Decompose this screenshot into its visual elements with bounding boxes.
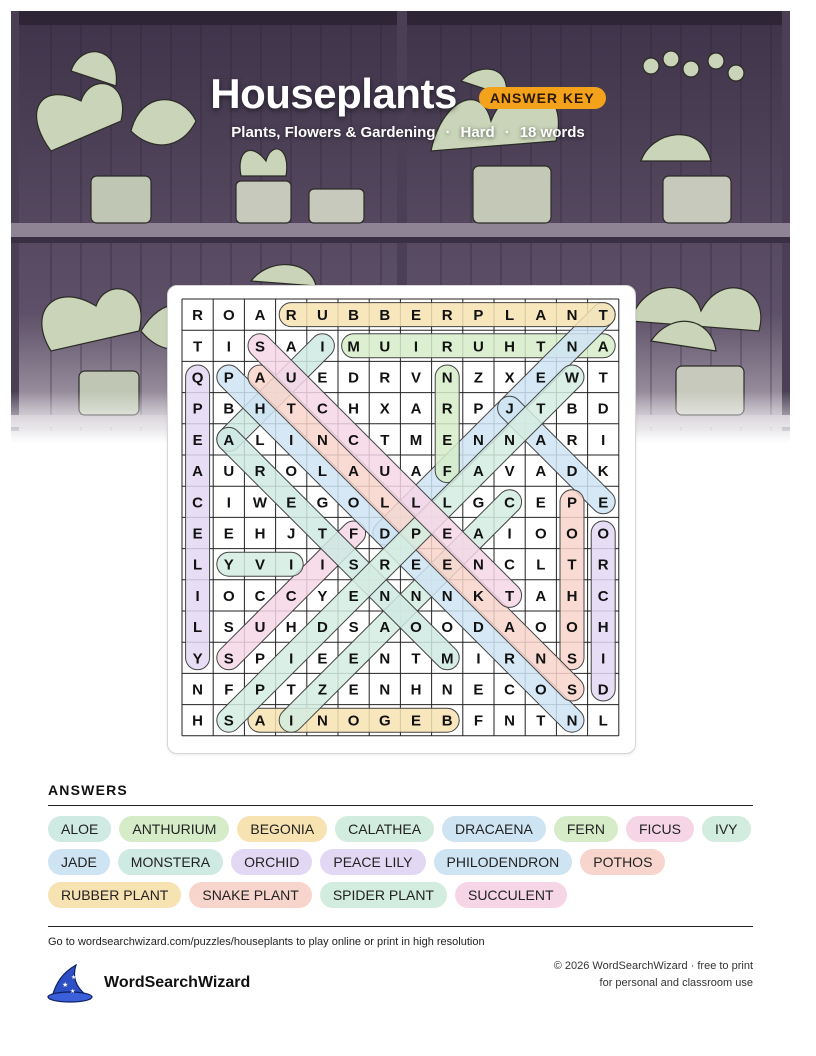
grid-letter: I — [320, 338, 325, 356]
grid-letter: S — [348, 619, 359, 637]
grid-letter: D — [566, 463, 578, 481]
grid-letter: R — [566, 431, 578, 449]
grid-letter: E — [286, 494, 297, 512]
answer-chip-monstera: MONSTERA — [118, 849, 223, 875]
separator-dot: · — [445, 124, 451, 141]
answers-divider — [48, 805, 753, 806]
grid-letter: B — [348, 307, 360, 325]
grid-letter: E — [442, 431, 453, 449]
brand[interactable] — [46, 963, 250, 1003]
grid-letter: G — [378, 712, 391, 730]
grid-letter: F — [349, 525, 359, 543]
grid-letter: I — [226, 338, 231, 356]
grid-letter: V — [504, 463, 515, 481]
grid-letter: C — [504, 681, 516, 699]
grid-letter: T — [317, 525, 327, 543]
svg-text:★: ★ — [70, 988, 76, 995]
grid-letter: T — [536, 712, 546, 730]
grid-letter: K — [597, 463, 609, 481]
grid-letter: N — [379, 587, 391, 605]
grid-letter: G — [316, 494, 329, 512]
grid-letter: E — [442, 556, 453, 574]
grid-letter: T — [598, 307, 608, 325]
grid-letter: C — [504, 494, 516, 512]
grid-letter: L — [380, 494, 390, 512]
grid-letter: N — [566, 338, 578, 356]
grid-letter: L — [193, 556, 203, 574]
grid-letter: C — [192, 494, 204, 512]
grid-letter: O — [222, 587, 235, 605]
word-count-label: 18 words — [519, 124, 585, 141]
grid-letter: L — [255, 431, 265, 449]
grid-letter: N — [316, 712, 328, 730]
answer-chip-rubber-plant: RUBBER PLANT — [48, 882, 181, 908]
grid-letter: A — [254, 307, 266, 325]
grid-letter: V — [254, 556, 266, 574]
grid-letter: E — [473, 681, 484, 699]
grid-letter: W — [564, 369, 580, 387]
grid-letter: A — [410, 463, 422, 481]
grid-letter: A — [535, 463, 547, 481]
grid-letter: A — [285, 338, 297, 356]
grid-letter: L — [505, 307, 515, 325]
footer-link-text[interactable]: Go to wordsearchwizard.com/puzzles/houseplants to play online or print in high resolution — [48, 936, 485, 948]
grid-letter: H — [504, 338, 516, 356]
wizard-hat-icon — [46, 963, 94, 1003]
grid-letter: R — [379, 556, 391, 574]
answers-section — [48, 782, 753, 908]
grid-letter: J — [505, 400, 514, 418]
grid-letter: N — [504, 712, 516, 730]
answer-chip-fern: FERN — [554, 816, 618, 842]
grid-letter: V — [410, 369, 422, 387]
answer-chip-begonia: BEGONIA — [237, 816, 327, 842]
grid-letter: A — [472, 463, 484, 481]
grid-letter: F — [224, 681, 234, 699]
grid-letter: I — [601, 650, 606, 668]
grid-letter: A — [535, 431, 547, 449]
grid-letter: T — [536, 338, 546, 356]
grid-letter: M — [440, 650, 454, 668]
grid-letter: U — [254, 619, 266, 637]
svg-text:★: ★ — [71, 974, 77, 981]
grid-letter: T — [286, 681, 296, 699]
grid-letter: A — [504, 619, 516, 637]
grid-letter: P — [473, 400, 484, 418]
grid-letter: P — [223, 369, 234, 387]
copyright-text: © 2026 WordSearchWizard · free to print for personal and classroom use — [553, 960, 753, 989]
grid-letter: I — [195, 587, 200, 605]
answers-list — [48, 816, 753, 908]
grid-letter: I — [413, 338, 419, 356]
grid-letter: I — [601, 431, 606, 449]
grid-letter: H — [410, 681, 422, 699]
grid-letter: C — [254, 587, 266, 605]
grid-letter: N — [566, 712, 578, 730]
grid-letter: N — [472, 556, 484, 574]
grid-letter: R — [379, 369, 391, 387]
grid-letter: A — [472, 525, 484, 543]
grid-letter: H — [285, 619, 297, 637]
grid-letter: I — [320, 556, 325, 574]
answer-chip-jade: JADE — [48, 849, 110, 875]
answer-chip-anthurium: ANTHURIUM — [119, 816, 229, 842]
grid-letter: Y — [223, 556, 234, 574]
grid-letter: E — [317, 369, 328, 387]
answer-chip-pothos: POTHOS — [580, 849, 665, 875]
grid-letter: I — [476, 650, 481, 668]
grid-letter: I — [289, 712, 294, 730]
grid-letter: A — [410, 400, 422, 418]
svg-text:★: ★ — [62, 981, 69, 989]
grid-letter: T — [536, 400, 546, 418]
grid-letter: N — [379, 681, 391, 699]
grid-letter: A — [254, 369, 266, 387]
grid-letter: U — [223, 463, 235, 481]
grid-letter: O — [347, 494, 360, 512]
grid-letter: U — [379, 463, 391, 481]
grid-letter: R — [441, 400, 453, 418]
grid-letter: O — [410, 619, 422, 637]
grid-letter: S — [566, 681, 578, 699]
answer-chip-philodendron: PHILODENDRON — [434, 849, 573, 875]
grid-letter: T — [380, 431, 390, 449]
grid-letter: F — [473, 712, 483, 730]
grid-letter: Y — [192, 650, 203, 668]
grid-letter: G — [472, 494, 485, 512]
grid-letter: E — [442, 525, 453, 543]
grid-letter: N — [566, 307, 578, 325]
grid-letter: Z — [317, 681, 327, 699]
grid-letter: E — [348, 650, 359, 668]
grid-letter: A — [379, 619, 391, 637]
grid-letter: L — [442, 494, 452, 512]
grid-letter: N — [441, 681, 453, 699]
brand-name: WordSearchWizard — [104, 974, 251, 991]
puzzle-subtitle — [0, 124, 816, 141]
grid-letter: Z — [473, 369, 483, 387]
title-row — [0, 70, 816, 118]
grid-letter: R — [441, 338, 453, 356]
grid-letter: R — [441, 307, 453, 325]
grid-letter: R — [504, 650, 516, 668]
grid-letter: A — [597, 338, 609, 356]
grid-letter: O — [534, 619, 547, 637]
grid-letter: F — [442, 463, 452, 481]
grid-letter: E — [598, 494, 609, 512]
grid-letter: W — [252, 494, 268, 512]
grid-letter: C — [316, 400, 328, 418]
grid-letter: R — [254, 463, 266, 481]
grid-letter: X — [379, 400, 390, 418]
grid-letter: N — [379, 650, 391, 668]
grid-letter: C — [348, 431, 360, 449]
separator-dot: · — [504, 124, 510, 141]
grid-letter: I — [289, 650, 294, 668]
grid-letter: T — [598, 369, 608, 387]
grid-letter: D — [348, 369, 360, 387]
grid-letter: O — [534, 681, 547, 699]
grid-letter: D — [597, 681, 609, 699]
grid-letter: U — [285, 369, 297, 387]
grid-letter: L — [598, 712, 608, 730]
grid-letter: D — [379, 525, 391, 543]
word-search-grid-card — [167, 285, 636, 754]
grid-letter: E — [410, 307, 422, 325]
grid-letter: C — [597, 587, 609, 605]
grid-letter: N — [410, 587, 422, 605]
grid-letter: Y — [317, 587, 328, 605]
difficulty-label: Hard — [460, 124, 495, 141]
grid-letter: E — [535, 369, 546, 387]
answers-heading: ANSWERS — [48, 782, 128, 798]
grid-letter: O — [534, 525, 547, 543]
grid-letter: N — [316, 431, 328, 449]
grid-letter: R — [285, 307, 297, 325]
highlight-pothos — [560, 490, 584, 670]
grid-letter: P — [254, 681, 266, 699]
grid-letter: T — [505, 587, 515, 605]
grid-letter: B — [566, 400, 578, 418]
grid-letter: H — [597, 619, 609, 637]
grid-letter: B — [223, 400, 235, 418]
grid-letter: S — [223, 712, 234, 730]
grid-letter: R — [597, 556, 609, 574]
grid-letter: L — [317, 463, 327, 481]
grid-letter: N — [441, 587, 453, 605]
grid-letter: A — [254, 712, 266, 730]
grid-letter: P — [566, 494, 578, 512]
grid-letter: D — [472, 619, 484, 637]
grid-letter: O — [441, 619, 454, 637]
grid-letter: B — [379, 307, 391, 325]
grid-letter: M — [409, 431, 423, 449]
grid-letter: P — [254, 650, 266, 668]
grid-letter: S — [223, 619, 234, 637]
answer-chip-orchid: ORCHID — [231, 849, 312, 875]
grid-letter: S — [254, 338, 266, 356]
grid-letter: O — [566, 525, 578, 543]
grid-letter: E — [192, 431, 203, 449]
answer-chip-ficus: FICUS — [626, 816, 694, 842]
answer-chip-succulent: SUCCULENT — [455, 882, 567, 908]
grid-letter: L — [536, 556, 546, 574]
grid-letter: L — [193, 619, 203, 637]
grid-letter: N — [535, 650, 547, 668]
grid-letter: E — [223, 525, 234, 543]
grid-letter: H — [566, 587, 578, 605]
grid-letter: I — [289, 431, 294, 449]
grid-letter: O — [347, 712, 360, 730]
grid-letter: J — [287, 525, 296, 543]
grid-letter: U — [472, 338, 484, 356]
grid-letter: A — [535, 307, 547, 325]
grid-letter: P — [192, 400, 203, 418]
word-search-grid — [168, 286, 635, 753]
grid-letter: O — [285, 463, 298, 481]
answer-key-badge: ANSWER KEY — [479, 87, 606, 109]
grid-letter: D — [316, 619, 328, 637]
grid-letter: E — [410, 712, 422, 730]
answer-chip-peace-lily: PEACE LILY — [320, 849, 425, 875]
grid-letter: N — [504, 431, 516, 449]
grid-letter: H — [348, 400, 360, 418]
grid-letter: I — [226, 494, 231, 512]
grid-letter: K — [472, 587, 484, 605]
grid-letter: H — [192, 712, 204, 730]
grid-letter: L — [411, 494, 421, 512]
grid-letter: N — [472, 431, 484, 449]
grid-letter: A — [348, 463, 360, 481]
grid-letter: O — [597, 525, 610, 543]
highlight-orchid — [591, 521, 615, 701]
grid-letter: R — [192, 307, 204, 325]
grid-letter: E — [317, 650, 328, 668]
grid-letter: N — [192, 681, 204, 699]
answer-chip-spider-plant: SPIDER PLANT — [320, 882, 447, 908]
category-label: Plants, Flowers & Gardening — [231, 124, 436, 141]
title-block — [0, 70, 816, 141]
answer-chip-ivy: IVY — [702, 816, 751, 842]
grid-letter: S — [223, 650, 234, 668]
grid-letter: P — [410, 525, 422, 543]
grid-letter: E — [410, 556, 422, 574]
grid-letter: U — [379, 338, 391, 356]
grid-letter: E — [348, 681, 359, 699]
grid-letter: B — [441, 712, 453, 730]
grid-letter: S — [566, 650, 578, 668]
grid-letter: T — [567, 556, 577, 574]
grid-letter: P — [473, 307, 484, 325]
grid-letter: H — [254, 400, 266, 418]
grid-letter: C — [285, 587, 297, 605]
grid-letter: H — [254, 525, 266, 543]
grid-letter: O — [566, 619, 578, 637]
grid-letter: A — [223, 431, 235, 449]
grid-letter: T — [193, 338, 203, 356]
grid-letter: A — [192, 463, 204, 481]
grid-letter: X — [504, 369, 515, 387]
grid-letter: T — [286, 400, 296, 418]
grid-letter: E — [535, 494, 546, 512]
grid-letter: S — [348, 556, 359, 574]
grid-letter: U — [316, 307, 328, 325]
grid-letter: D — [597, 400, 609, 418]
answer-chip-calathea: CALATHEA — [335, 816, 434, 842]
page-title: Houseplants — [210, 70, 457, 117]
answer-chip-aloe: ALOE — [48, 816, 111, 842]
grid-letter: A — [535, 587, 547, 605]
grid-letter: M — [347, 338, 360, 356]
grid-letter: C — [504, 556, 516, 574]
grid-letter: E — [348, 587, 359, 605]
grid-letter: I — [507, 525, 512, 543]
answer-chip-dracaena: DRACAENA — [442, 816, 546, 842]
grid-letter: Q — [191, 369, 204, 387]
grid-letter: T — [411, 650, 421, 668]
grid-letter: E — [192, 525, 203, 543]
grid-letter: N — [441, 369, 453, 387]
grid-letter: I — [289, 556, 294, 574]
footer-divider — [48, 926, 753, 927]
answer-chip-snake-plant: SNAKE PLANT — [189, 882, 311, 908]
grid-letter: O — [222, 307, 235, 325]
